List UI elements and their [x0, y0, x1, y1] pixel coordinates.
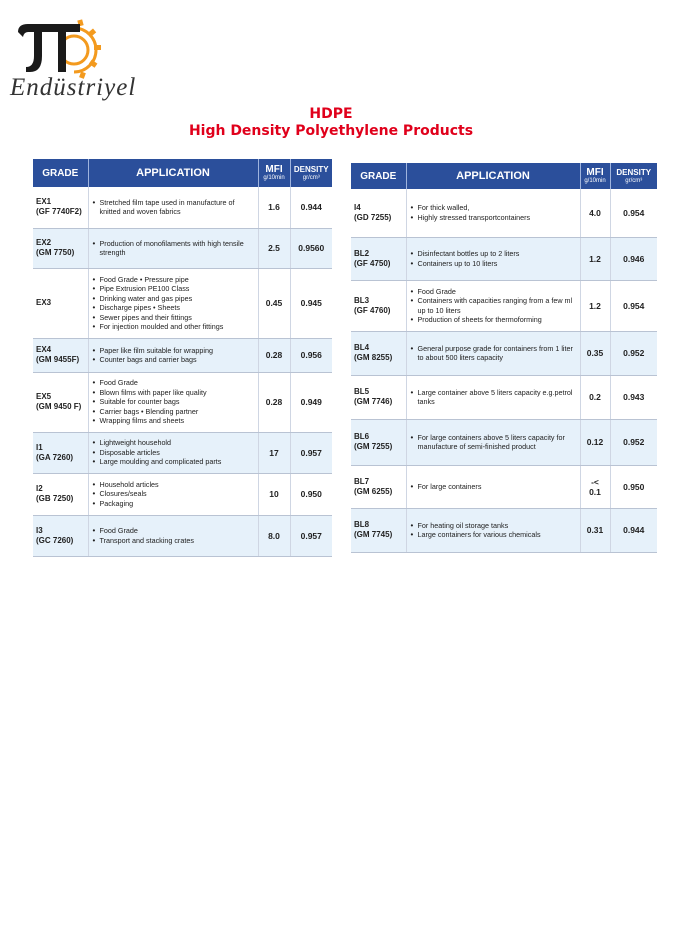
grade-code: (GF 4760)	[354, 305, 391, 315]
mfi-unit: g/10min	[584, 178, 606, 184]
application-item: • Food Grade	[411, 287, 576, 297]
grade-name: BL2	[354, 248, 370, 258]
grade-cell	[351, 465, 406, 508]
application-item: • Wrapping films and sheets	[93, 416, 254, 426]
header-mfi	[258, 159, 290, 187]
grade-name: BL4	[354, 343, 370, 352]
grade-name: EX1	[36, 197, 52, 207]
mfi-cell: 1.6	[258, 187, 290, 228]
application-item: • Carrier bags • Blending partner	[93, 407, 254, 417]
grade-name: BL8	[354, 520, 370, 529]
header-application: APPLICATION	[406, 163, 580, 189]
grade-table-left	[33, 159, 332, 557]
application-cell	[88, 515, 258, 556]
grade-code: (GM 6255)	[354, 486, 393, 496]
application-cell	[406, 508, 580, 552]
application-item: • Transport and stacking crates	[93, 536, 254, 546]
doc-subtitle: High Density Polyethylene Products	[188, 123, 474, 139]
application-item: • Drinking water and gas pipes	[93, 294, 254, 304]
grade-cell	[351, 331, 406, 375]
application-list	[93, 438, 254, 467]
application-list	[93, 198, 254, 217]
application-item: • For injection moulded and other fittings	[93, 322, 254, 332]
table-row	[33, 372, 332, 432]
header-density	[610, 163, 657, 189]
grade-code: (GM 8255)	[354, 353, 393, 362]
application-list	[411, 482, 576, 492]
mfi-cell: 1.2	[580, 280, 610, 331]
grade-name: I2	[36, 484, 43, 493]
application-cell	[406, 465, 580, 508]
application-item: • Food Grade	[93, 526, 254, 536]
mfi-cell: -< 0.1	[580, 465, 610, 508]
doc-title: HDPE	[309, 106, 353, 122]
header-density	[290, 159, 332, 187]
table-row	[351, 189, 657, 237]
table-row	[33, 187, 332, 228]
application-item: • Disinfectant bottles up to 2 liters	[411, 249, 576, 259]
grade-code: (GA 7260)	[36, 452, 74, 462]
mfi-cell: 0.2	[580, 375, 610, 419]
density-cell: 0.954	[610, 280, 657, 331]
density-cell: 0.944	[290, 187, 332, 228]
application-item: • Containers with capacities ranging from a few ml up to 10 liters	[411, 296, 576, 315]
density-unit: gr/cm³	[302, 175, 320, 181]
application-item: • For heating oil storage tanks	[411, 521, 576, 531]
grade-name: BL5	[354, 387, 370, 396]
application-item: • Stretched film tape used in manufacture of knitted and woven fabrics	[93, 198, 254, 217]
table-row	[351, 375, 657, 419]
mfi-cell: 8.0	[258, 515, 290, 556]
application-item: • For thick walled,	[411, 203, 576, 213]
brand-name: Endüstriyel	[10, 74, 137, 101]
application-cell	[406, 419, 580, 465]
application-list	[93, 378, 254, 426]
application-item: • Production of sheets for thermoforming	[411, 315, 576, 325]
grade-name: BL3	[354, 295, 370, 305]
application-item: • Sewer pipes and their fittings	[93, 313, 254, 323]
application-item: • Household articles	[93, 480, 254, 490]
application-item: • Highly stressed transportcontainers	[411, 213, 576, 223]
application-item: • Suitable for counter bags	[93, 397, 254, 407]
table-row	[33, 268, 332, 338]
density-cell: 0.950	[610, 465, 657, 508]
application-cell	[88, 432, 258, 473]
table-row	[351, 237, 657, 280]
application-cell	[406, 237, 580, 280]
density-label: DENSITY	[616, 168, 652, 177]
grade-cell	[33, 268, 88, 338]
density-cell: 0.950	[290, 473, 332, 515]
application-item: • Closures/seals	[93, 489, 254, 499]
mfi-label: MFI	[586, 167, 604, 178]
application-item: • Paper like film suitable for wrapping	[93, 346, 254, 356]
grade-cell	[33, 515, 88, 556]
density-cell: 0.944	[610, 508, 657, 552]
density-cell: 0.954	[610, 189, 657, 237]
application-item: • Packaging	[93, 499, 254, 509]
mfi-unit: g/10min	[263, 175, 285, 181]
density-cell: 0.949	[290, 372, 332, 432]
header-mfi	[580, 163, 610, 189]
mfi-cell: 2.5	[258, 228, 290, 268]
application-item: • Large container above 5 liters capacity e.g.petrol tanks	[411, 388, 576, 407]
grade-name: EX5	[36, 392, 52, 401]
table-row	[33, 473, 332, 515]
application-list	[411, 388, 576, 407]
mfi-cell: 0.28	[258, 338, 290, 372]
grade-cell	[33, 228, 88, 268]
application-cell	[406, 280, 580, 331]
density-cell: 0.957	[290, 515, 332, 556]
grade-code: (GM 7746)	[354, 397, 393, 406]
application-item: • Pipe Extrusion PE100 Class	[93, 284, 254, 294]
mfi-cell: 1.2	[580, 237, 610, 280]
mfi-cell: 0.31	[580, 508, 610, 552]
grade-code: (GB 7250)	[36, 494, 74, 503]
application-item: • Food Grade	[93, 378, 254, 388]
application-item: • Containers up to 10 liters	[411, 259, 576, 269]
grade-cell	[33, 473, 88, 515]
grade-code: (GM 7255)	[354, 442, 393, 451]
application-list	[411, 249, 576, 268]
application-list	[411, 203, 576, 222]
grade-name: EX3	[36, 298, 52, 307]
application-cell	[88, 372, 258, 432]
grade-cell	[351, 508, 406, 552]
application-item: • Lightweight household	[93, 438, 254, 448]
header-grade: GRADE	[33, 159, 88, 187]
application-item: • Food Grade • Pressure pipe	[93, 275, 254, 285]
table-row	[351, 508, 657, 552]
table-header	[351, 163, 657, 189]
grade-cell	[33, 432, 88, 473]
application-item: • For large containers	[411, 482, 576, 492]
mfi-cell: 4.0	[580, 189, 610, 237]
density-cell: 0.946	[610, 237, 657, 280]
grade-code: (GM 7750)	[36, 248, 75, 257]
application-list	[93, 275, 254, 332]
grade-code: (GD 7255)	[354, 212, 392, 222]
grade-name: EX4	[36, 345, 52, 354]
application-cell	[406, 331, 580, 375]
density-cell: 0.957	[290, 432, 332, 473]
grade-cell	[33, 338, 88, 372]
mfi-cell: 0.28	[258, 372, 290, 432]
application-item: • Counter bags and carrier bags	[93, 355, 254, 365]
application-cell	[88, 228, 258, 268]
grade-cell	[351, 280, 406, 331]
grade-code: (GC 7260)	[36, 535, 74, 545]
grade-code: (GF 7740F2)	[36, 207, 82, 217]
header-grade: GRADE	[351, 163, 406, 189]
mfi-label: MFI	[265, 164, 283, 175]
grade-code: (GF 4750)	[354, 258, 391, 268]
grade-table-right	[351, 163, 657, 553]
application-list	[411, 433, 576, 452]
grade-name: I4	[354, 202, 361, 212]
density-cell: 0.956	[290, 338, 332, 372]
density-cell: 0.9560	[290, 228, 332, 268]
table-row	[351, 465, 657, 508]
application-item: • Large containers for various chemicals	[411, 530, 576, 540]
density-cell: 0.952	[610, 331, 657, 375]
grade-name: BL7	[354, 476, 370, 486]
application-cell	[88, 473, 258, 515]
application-item: • General purpose grade for containers from 1 liter to about 500 liters capacity	[411, 344, 576, 363]
application-list	[93, 480, 254, 509]
grade-name: I3	[36, 525, 43, 535]
application-list	[93, 346, 254, 365]
application-item: • Production of monofilaments with high tensile strength	[93, 239, 254, 258]
mfi-cell: 10	[258, 473, 290, 515]
density-unit: gr/cm³	[625, 178, 643, 184]
table-row	[33, 338, 332, 372]
table-row	[33, 515, 332, 556]
application-cell	[406, 189, 580, 237]
application-list	[93, 239, 254, 258]
application-cell	[88, 338, 258, 372]
table-row	[33, 432, 332, 473]
grade-cell	[33, 372, 88, 432]
density-cell: 0.945	[290, 268, 332, 338]
grade-name: EX2	[36, 238, 52, 247]
application-item: • For large containers above 5 liters capacity for manufacture of semi-finished product	[411, 433, 576, 452]
grade-cell	[33, 187, 88, 228]
table-row	[351, 280, 657, 331]
application-list	[411, 521, 576, 540]
mfi-cell: 0.35	[580, 331, 610, 375]
grade-code: (GM 9455F)	[36, 355, 80, 364]
application-item: • Disposable articles	[93, 448, 254, 458]
grade-cell	[351, 237, 406, 280]
application-item: • Blown films with paper like quality	[93, 388, 254, 398]
table-header	[33, 159, 332, 187]
mfi-cell: 0.12	[580, 419, 610, 465]
application-list	[411, 287, 576, 325]
grade-cell	[351, 419, 406, 465]
grade-name: BL6	[354, 432, 370, 441]
density-cell: 0.952	[610, 419, 657, 465]
table-row	[351, 419, 657, 465]
application-item: • Discharge pipes • Sheets	[93, 303, 254, 313]
header-application: APPLICATION	[88, 159, 258, 187]
table-row	[351, 331, 657, 375]
table-row	[33, 228, 332, 268]
mfi-cell: 0.45	[258, 268, 290, 338]
application-cell	[406, 375, 580, 419]
application-cell	[88, 268, 258, 338]
density-label: DENSITY	[293, 165, 329, 174]
density-cell: 0.943	[610, 375, 657, 419]
grade-cell	[351, 375, 406, 419]
mfi-cell: 17	[258, 432, 290, 473]
application-item: • Large moulding and complicated parts	[93, 457, 254, 467]
application-list	[93, 526, 254, 545]
grade-code: (GM 7745)	[354, 530, 393, 539]
application-list	[411, 344, 576, 363]
grade-name: I1	[36, 442, 43, 452]
grade-code: (GM 9450 F)	[36, 402, 82, 411]
grade-cell	[351, 189, 406, 237]
application-cell	[88, 187, 258, 228]
